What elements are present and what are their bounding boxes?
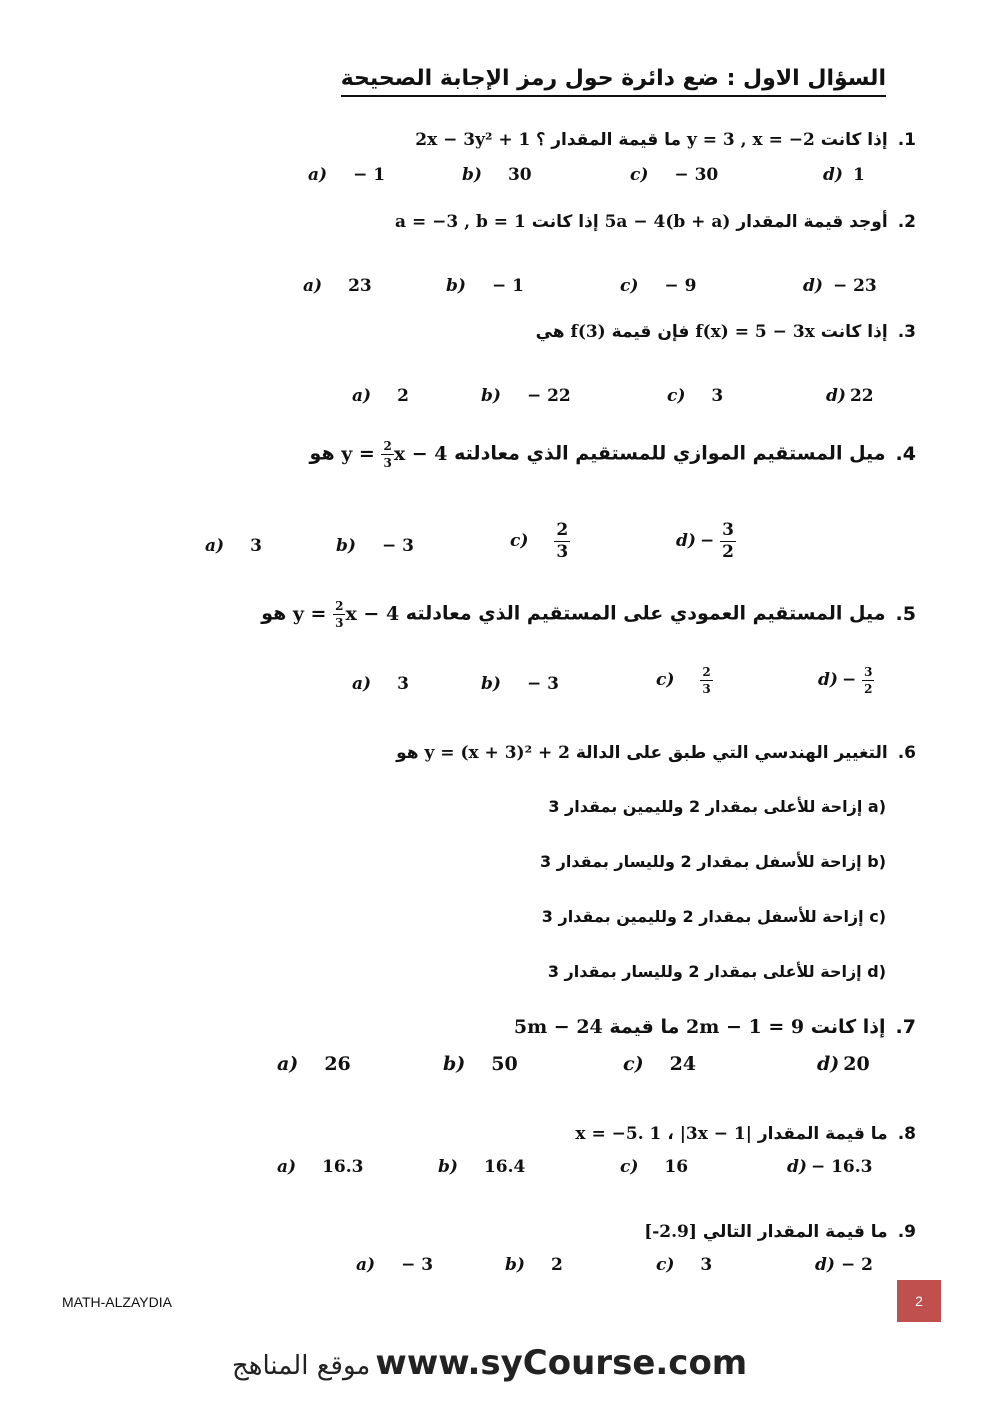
q8-option-d[interactable] [787,1157,873,1177]
option-value: 16.4 [483,1157,526,1177]
question-number: 9. [897,1222,916,1242]
q3-option-c[interactable] [667,386,723,406]
question-text: ما قيمة [609,1016,680,1038]
question-number: 3. [897,322,916,342]
q5-option-c[interactable] [656,666,713,695]
question-6 [396,743,916,763]
option-letter: a) [205,536,225,556]
option-value: − 1 [353,165,386,185]
q1-option-d[interactable] [823,165,865,185]
q2-option-c[interactable] [620,276,696,296]
option-value: 2 [550,1255,563,1275]
math-part: x − 4 [345,602,400,625]
option-value: 3 [397,674,409,694]
question-7 [514,1016,916,1038]
question-text: إذا كانت [820,130,888,150]
option-value: 16 [664,1157,689,1177]
question-text: إذا كانت [810,1016,886,1038]
question-1 [415,130,916,150]
question-text: فإن قيمة [611,322,690,342]
option-value: 23 [348,276,372,296]
option-value: 20 [843,1053,870,1075]
page-number-badge: 2 [897,1280,941,1322]
option-letter: b) [462,165,482,185]
question-number: 7. [895,1016,916,1038]
frac-numerator: 2 [556,520,569,540]
q2-option-b[interactable] [446,276,524,296]
math-part: y = [341,442,375,465]
question-math: a = −3 , b = 1 [395,212,526,232]
q1-option-a[interactable] [308,165,385,185]
option-value: − 3 [526,674,559,694]
option-value: 22 [849,386,874,406]
option-value: إزاحة للأسفل بمقدار 2 ولليمين بمقدار 3 [541,907,864,926]
q7-option-c[interactable] [623,1053,696,1075]
option-value: 30 [507,165,532,185]
q9-option-c[interactable] [656,1255,712,1275]
option-letter: b) [443,1053,466,1075]
option-letter: c) [667,386,686,406]
fraction [862,666,874,695]
frac-numerator: 3 [864,665,873,679]
option-value: − 3 [381,536,414,556]
q7-option-a[interactable] [277,1053,351,1075]
frac-numerator: 2 [702,665,711,679]
question-8 [575,1124,916,1144]
option-letter: a) [356,1255,376,1275]
q2-option-a[interactable] [303,276,372,296]
question-text: ، [667,1124,674,1144]
option-letter: d) [817,1053,840,1075]
question-text: هو [309,442,335,465]
option-value: − 3 [401,1255,434,1275]
fraction [720,522,736,561]
q2-option-d[interactable] [803,276,877,296]
q3-option-d[interactable] [826,386,874,406]
option-letter: a) [277,1053,299,1075]
q6-option-c[interactable] [542,907,886,926]
option-value: − 23 [832,276,877,296]
q5-option-a[interactable] [352,674,409,694]
question-math: y = 3 , x = −2 [686,130,815,150]
q5-option-b[interactable] [481,674,559,694]
question-math: 2m − 1 = 9 [686,1016,805,1038]
question-math: [-2.9] [644,1222,697,1242]
question-text: هو [396,743,419,763]
fraction [700,666,712,695]
q8-option-c[interactable] [620,1157,688,1177]
footer-label: MATH-ALZAYDIA [62,1294,172,1310]
q3-option-a[interactable] [352,386,409,406]
frac-numerator: 2 [383,439,392,453]
question-4 [310,440,916,469]
question-math: 5a − 4(b + a) [604,212,731,232]
option-value: إزاحة للأعلى بمقدار 2 ولليسار بمقدار 3 [547,962,862,981]
frac-denominator: 3 [335,616,344,630]
question-text: ميل المستقيم العمودي على المستقيم الذي معادلته [405,602,886,625]
q6-option-b[interactable] [540,852,886,871]
question-number: 4. [895,442,916,465]
option-letter: c) [510,531,529,551]
frac-denominator: 3 [383,456,392,470]
option-letter: c) [869,907,886,926]
option-value: − 2 [840,1255,873,1275]
question-number: 2. [897,212,916,232]
question-math [292,599,400,630]
fraction [554,522,570,561]
option-letter: a) [867,797,886,816]
question-text: أوجد قيمة المقدار [736,212,888,232]
question-2 [395,212,916,232]
option-letter: d) [823,165,843,185]
question-math: f(x) = 5 − 3x [695,322,815,342]
option-letter: d) [818,670,838,690]
option-letter: b) [446,276,466,296]
question-number: 8. [897,1124,916,1144]
question-text: التغيير الهندسي التي طبق على الدالة [575,743,888,763]
option-value: − 22 [526,386,571,406]
question-text: إذا كانت [531,212,599,232]
option-sign: − [699,531,715,551]
option-letter: a) [352,386,372,406]
question-math: f(3) [570,322,606,342]
option-letter: d) [803,276,823,296]
q1-option-b[interactable] [462,165,532,185]
option-value: − 30 [674,165,719,185]
q6-option-a[interactable] [548,797,886,816]
question-math: 5m − 24 [513,1016,603,1038]
question-text: ما قيمة المقدار التالي [702,1222,888,1242]
question-number: 6. [897,743,916,763]
question-math: x = −5. 1 [575,1124,662,1144]
q9-option-d[interactable] [815,1255,873,1275]
option-letter: d) [867,962,886,981]
question-number: 5. [895,602,916,625]
option-sign: − [841,670,857,690]
option-value: 1 [852,165,865,185]
site-url[interactable]: www.syCourse.com [375,1343,748,1383]
question-number: 1. [897,130,916,150]
option-letter: d) [787,1157,807,1177]
question-math: |3x − 1| [679,1124,752,1144]
frac-denominator: 3 [556,542,569,562]
math-part: y = [292,602,327,625]
option-value: إزاحة للأعلى بمقدار 2 ولليمين بمقدار 3 [548,797,863,816]
option-letter: a) [308,165,328,185]
question-math: 2x − 3y² + 1 ؟ [415,130,546,150]
question-math [341,439,448,470]
option-value: 3 [700,1255,713,1275]
question-text: ما قيمة المقدار [757,1124,888,1144]
option-letter: a) [352,674,372,694]
q6-option-d[interactable] [548,962,886,981]
option-letter: d) [815,1255,835,1275]
option-letter: b) [481,674,501,694]
option-value: − 16.3 [810,1157,873,1177]
frac-denominator: 2 [722,542,734,562]
option-value: 2 [397,386,409,406]
option-value: 3 [250,536,262,556]
option-value: − 1 [491,276,524,296]
site-name: موقع المناهج [232,1351,371,1381]
q4-option-d[interactable] [676,522,736,561]
math-part: x − 4 [393,442,448,465]
q4-option-c[interactable] [510,522,570,561]
question-text: هي [535,322,565,342]
option-letter: b) [867,852,886,871]
option-value: 3 [711,386,724,406]
page-title: السؤال الاول : ضع دائرة حول رمز الإجابة الصحيحة [341,66,886,97]
option-value: − 9 [664,276,697,296]
q4-option-a[interactable] [205,536,262,556]
option-letter: c) [620,276,639,296]
option-value: إزاحة للأسفل بمقدار 2 ولليسار بمقدار 3 [539,852,862,871]
q9-option-b[interactable] [505,1255,563,1275]
option-letter: c) [620,1157,639,1177]
option-letter: c) [630,165,649,185]
q9-option-a[interactable] [356,1255,433,1275]
option-value: 50 [491,1053,518,1075]
site-watermark[interactable] [222,1343,747,1383]
option-value: 26 [324,1053,351,1075]
option-letter: c) [656,670,675,690]
q1-option-c[interactable] [630,165,718,185]
q4-option-b[interactable] [336,536,414,556]
option-letter: a) [277,1157,297,1177]
q7-option-d[interactable] [817,1053,870,1075]
question-math: y = (x + 3)² + 2 [424,743,570,763]
fraction [333,600,345,629]
frac-denominator: 3 [702,682,711,696]
option-letter: d) [676,531,696,551]
frac-numerator: 3 [722,520,734,540]
q3-option-b[interactable] [481,386,571,406]
question-3 [536,322,916,342]
q5-option-d[interactable] [818,666,874,695]
option-letter: a) [303,276,323,296]
frac-denominator: 2 [864,682,873,696]
question-5 [261,600,916,629]
question-text: ميل المستقيم الموازي للمستقيم الذي معادلته [454,442,886,465]
option-letter: d) [826,386,846,406]
fraction [381,440,393,469]
frac-numerator: 2 [335,599,344,613]
option-value: 16.3 [322,1157,364,1177]
option-letter: b) [481,386,501,406]
question-9 [644,1222,916,1242]
option-value: 24 [669,1053,697,1075]
option-letter: c) [656,1255,675,1275]
option-letter: b) [336,536,356,556]
q8-option-b[interactable] [438,1157,525,1177]
q7-option-b[interactable] [443,1053,518,1075]
question-text: إذا كانت [820,322,888,342]
question-text: هو [261,602,287,625]
option-letter: b) [438,1157,458,1177]
option-letter: c) [623,1053,644,1075]
option-letter: b) [505,1255,525,1275]
question-text: ما قيمة المقدار [551,130,682,150]
q8-option-a[interactable] [277,1157,363,1177]
